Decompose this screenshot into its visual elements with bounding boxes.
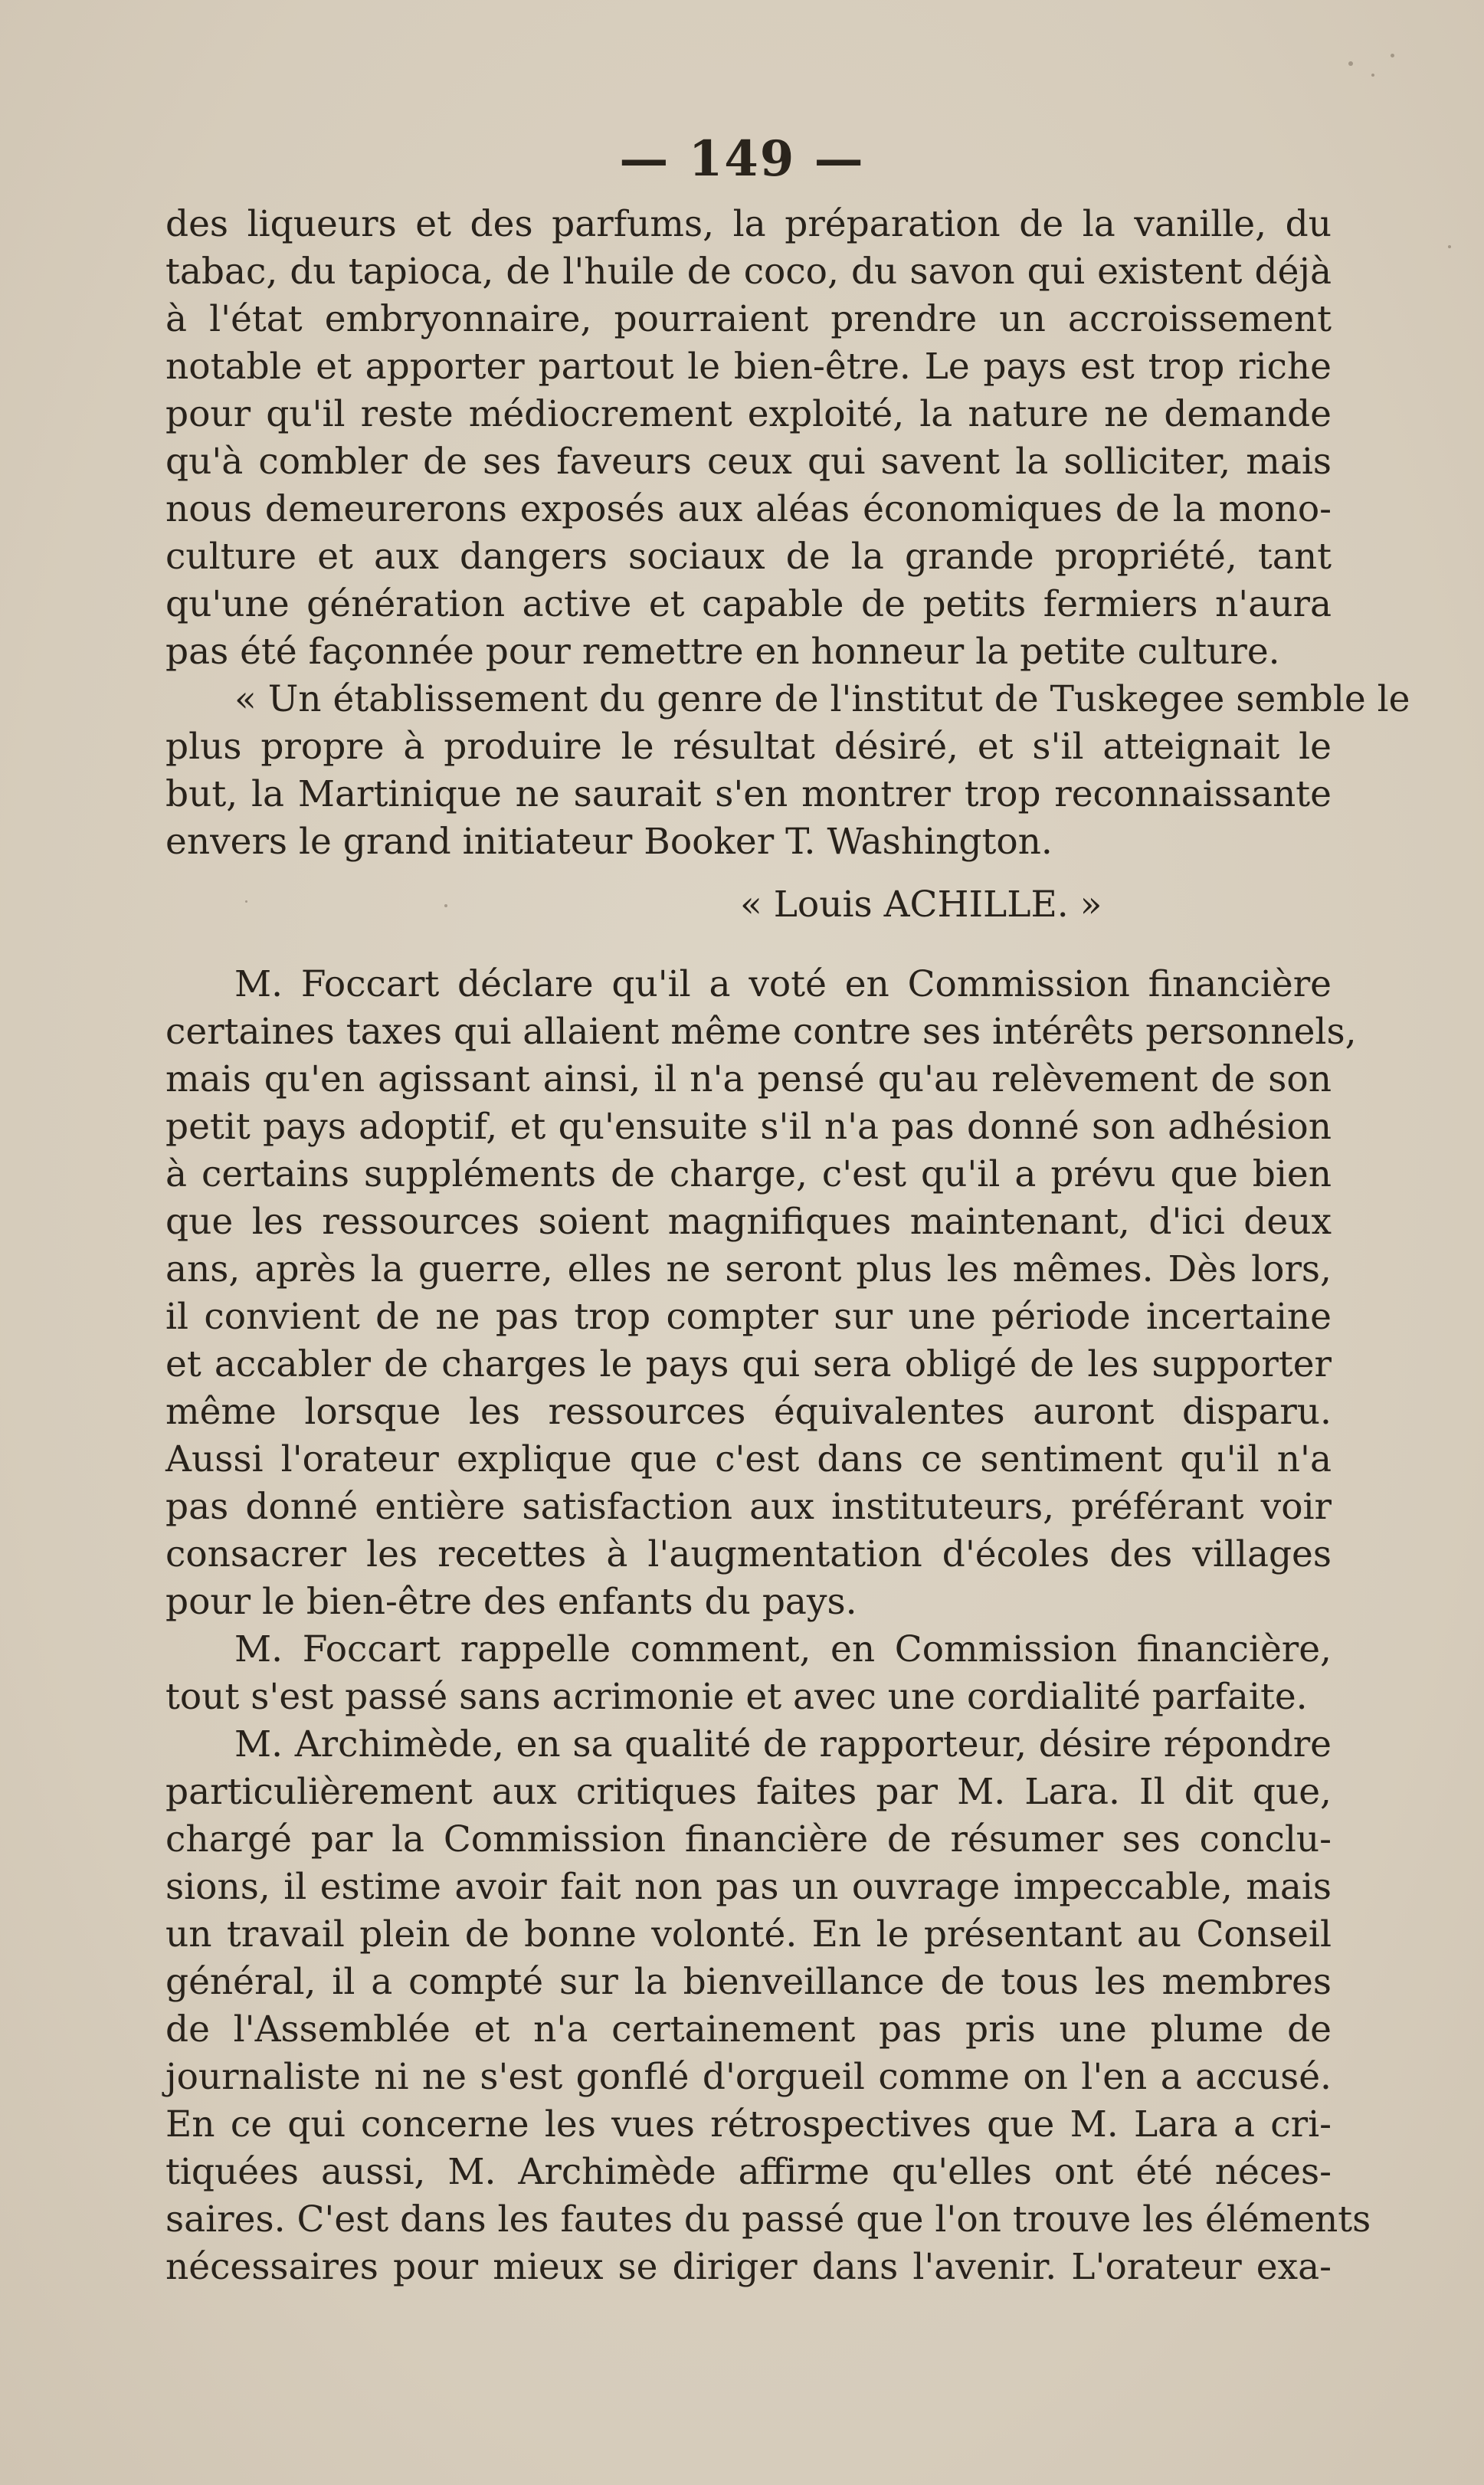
text-line: ans, après la guerre, elles ne seront plus les mêmes. Dès lors, [165,1248,1332,1290]
text-line: notable et apporter partout le bien-être. Le pays est trop riche [165,346,1332,388]
paragraph-archimede [165,1721,1371,2291]
text-line: petit pays adoptif, et qu'ensuite s'il n'a pas donné son adhésion [165,1106,1332,1148]
paragraph-foccart-commission [165,1626,1332,1721]
paper-speck [1348,61,1353,66]
paragraph-tuskegee [165,676,1410,866]
text-line: tabac, du tapioca, de l'huile de coco, du savon qui existent déjà [165,251,1332,293]
text-line: pour qu'il reste médiocrement exploité, la nature ne demande [165,393,1332,435]
text-line: pas donné entière satisfaction aux instituteurs, préférant voir [165,1486,1332,1528]
paper-speck [1448,245,1451,248]
text-line: M. Foccart déclare qu'il a voté en Commission financière [234,963,1332,1005]
text-line: but, la Martinique ne saurait s'en montrer trop reconnaissante [165,773,1332,815]
text-line: certaines taxes qui allaient même contre ses intérêts personnels, [165,1011,1357,1053]
text-line: pas été façonnée pour remettre en honneur la petite culture. [165,631,1280,673]
text-line: de l'Assemblée et n'a certainement pas pris une plume de [165,2008,1332,2051]
text-line: culture et aux dangers sociaux de la grande propriété, tant [165,536,1332,578]
text-line: à l'état embryonnaire, pourraient prendre un accroissement [165,298,1332,340]
text-line: journaliste ni ne s'est gonflé d'orgueil comme on l'en a accusé. [165,2056,1332,2098]
text-line: pour le bien-être des enfants du pays. [165,1581,857,1623]
paragraph-foccart-taxes [165,961,1357,1626]
body-text [165,201,1410,2291]
text-line: des liqueurs et des parfums, la préparation de la vanille, du [165,203,1332,245]
signature-block [165,866,1332,961]
text-line: M. Archimède, en sa qualité de rapporteur, désire répondre [234,1723,1332,1765]
page-number: — 149 — [619,130,865,188]
text-line: que les ressources soient magnifiques maintenant, d'ici deux [165,1201,1332,1243]
text-line: général, il a compté sur la bienveillance de tous les membres [165,1961,1332,2003]
text-line: tout s'est passé sans acrimonie et avec une cordialité parfaite. [165,1676,1308,1718]
text-line: un travail plein de bonne volonté. En le présentant au Conseil [165,1913,1332,1956]
text-line: consacrer les recettes à l'augmentation d'écoles des villages [165,1533,1332,1575]
text-line: et accabler de charges le pays qui sera obligé de les supporter [165,1343,1332,1385]
text-line: nécessaires pour mieux se diriger dans l'avenir. L'orateur exa- [165,2246,1332,2288]
text-line: nous demeurerons exposés aux aléas économiques de la mono- [165,488,1332,530]
text-line: saires. C'est dans les fautes du passé que l'on trouve les éléments [165,2198,1371,2241]
paper-speck [444,904,447,907]
text-line: En ce qui concerne les vues rétrospectives que M. Lara a cri- [165,2103,1332,2146]
text-line: mais qu'en agissant ainsi, il n'a pensé qu'au relèvement de son [165,1058,1332,1100]
text-line: tiquées aussi, M. Archimède affirme qu'elles ont été néces- [165,2151,1332,2193]
paper-speck [1391,54,1394,57]
text-line: particulièrement aux critiques faites par M. Lara. Il dit que, [165,1771,1332,1813]
text-line: chargé par la Commission financière de résumer ses conclu- [165,1818,1332,1860]
text-line: « Un établissement du genre de l'institut de Tuskegee semble le [234,678,1410,720]
text-line: plus propre à produire le résultat désiré, et s'il atteignait le [165,726,1332,768]
signature: « Louis ACHILLE. » [740,884,1102,926]
text-line: Aussi l'orateur explique que c'est dans ce sentiment qu'il n'a [165,1438,1332,1480]
paper-speck [245,900,247,903]
paragraph-products [165,201,1332,676]
paper-speck [1371,74,1374,77]
text-line: il convient de ne pas trop compter sur une période incertaine [165,1296,1332,1338]
text-line: même lorsque les ressources équivalentes auront disparu. [165,1391,1332,1433]
text-line: à certains suppléments de charge, c'est qu'il a prévu que bien [165,1153,1332,1195]
text-line: envers le grand initiateur Booker T. Washington. [165,821,1053,863]
text-line: M. Foccart rappelle comment, en Commission financière, [234,1628,1332,1670]
text-line: qu'à combler de ses faveurs ceux qui savent la solliciter, mais [165,441,1332,483]
text-line: qu'une génération active et capable de petits fermiers n'aura [165,583,1332,625]
text-line: sions, il estime avoir fait non pas un ouvrage impeccable, mais [165,1866,1332,1908]
